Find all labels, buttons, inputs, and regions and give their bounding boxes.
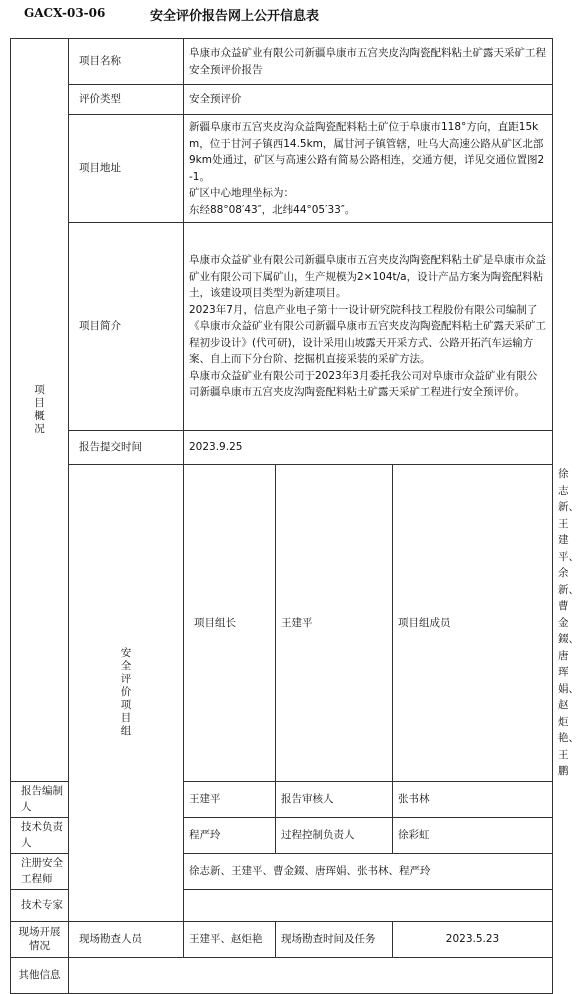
- coord-value: 东经88°08′43″，北纬44°05′33″。: [189, 203, 356, 216]
- submit-time-value: 2023.9.25: [184, 431, 553, 465]
- process-label: 过程控制负责人: [276, 817, 393, 853]
- author-value: 王建平: [184, 781, 276, 817]
- section-overview: 项目概况: [11, 39, 69, 782]
- expert-label: 技术专家: [11, 889, 69, 921]
- leader-value: 王建平: [276, 465, 393, 782]
- expert-value: [184, 889, 553, 921]
- surveyor-label: 现场勘查人员: [69, 921, 184, 957]
- document-header: [0, 0, 562, 30]
- engineers-value: 徐志新、王建平、曹金錣、唐珲娟、张书林、程严玲: [184, 853, 553, 889]
- intro-label: 项目简介: [69, 223, 184, 431]
- reviewer-value: 张书林: [393, 781, 553, 817]
- tech-lead-label: 技术负责人: [11, 817, 69, 853]
- process-value: 徐彩虹: [393, 817, 553, 853]
- section-other: 其他信息: [11, 957, 69, 993]
- survey-time-label: 现场勘查时间及任务: [276, 921, 393, 957]
- project-name-value: 阜康市众益矿业有限公司新疆阜康市五宫夹皮沟陶瓷配料粘土矿露天采矿工程安全预评价报告: [184, 39, 553, 85]
- members-label: 项目组成员: [393, 465, 553, 782]
- address-label: 项目地址: [69, 115, 184, 223]
- tech-lead-value: 程严玲: [184, 817, 276, 853]
- engineers-label: 注册安全工程师: [11, 853, 69, 889]
- intro-paragraph-2: 2023年7月，信息产业电子第十一设计研究院科技工程股份有限公司编制了《阜康市众益矿业有限公司新疆阜康市五宫夹皮沟陶瓷配料粘土矿露天采矿工程初步设计》(代可研)，设计采用山坡露天开采方式、公路开拓汽车运输方案、自上而下分台阶、挖掘机直接采装的采矿方法。: [189, 303, 546, 366]
- surveyor-value: 王建平、赵炬艳: [184, 921, 276, 957]
- project-name-label: 项目名称: [69, 39, 184, 85]
- info-table: 项目概况 项目名称 阜康市众益矿业有限公司新疆阜康市五宫夹皮沟陶瓷配料粘土矿露天采矿工程安全预评价报告 评价类型 安全预评价 项目地址 新疆阜康市五宫夹皮沟众益陶瓷配料粘土矿位于阜康市118°方向，直距15km，位于甘河子镇西14.5km，属甘河子镇管辖，吐乌大高速公路从矿区北部9km处通过，矿区与高速公路有简易公路相连，交通方便，详见交通位置图2-1。 矿区中心地理坐标为： 东经88°08′43″，北纬44°05′33″。 项目简介 阜康市众益矿业有限公司新疆阜康市五宫夹皮沟陶瓷配料粘土矿是阜康市众益矿业有限公司下属矿山，生产规模为2×104t/a，设计产品方案为陶瓷配料粘土，该建设项目类型为新建项目。 2023年7月，信息产业电子第十一设计研究院科技工程股份有限公司编制了《阜康市众益矿业有限公司新疆阜康市五宫夹皮沟陶瓷配料粘土矿露天采矿工程初步设计》(代可研)，设计采用山坡露天开采方式、公路开拓汽车运输方案、自上而下分台阶、挖掘机直接采装的采矿方法。 阜康市众益矿业有限公司于2023年3月委托我公司对阜康市众益矿业有限公司新疆阜康市五宫夹皮沟陶瓷配料粘土矿露天采矿工程进行安全预评价。 报告提交时间 2023.9.25 安全评价项目组 项目组长 王建平 项目组成员 徐志新、王建平、余新、曹金錣、唐珲娟、赵炬艳、王鹏 报告编制人 王建平 报告审核人 张书林 技术负责人 程严玲 过程控制负责人 徐彩虹 注册安全工程师 徐志新、王建平、曹金錣、唐珲娟、张书林、程严玲 技术专家 现场开展情况 现场勘查人员 王建平、赵炬艳 现场勘查时间及任务 2023.5.23 其他信息: [10, 38, 553, 994]
- eval-type-label: 评价类型: [69, 85, 184, 115]
- leader-label: 项目组长: [184, 465, 276, 782]
- reviewer-label: 报告审核人: [276, 781, 393, 817]
- submit-time-label: 报告提交时间: [69, 431, 184, 465]
- section-team: 安全评价项目组: [69, 465, 184, 922]
- eval-type-value: 安全预评价: [184, 85, 553, 115]
- form-code: GACX-03-06: [24, 6, 106, 20]
- other-value: [69, 957, 553, 993]
- coord-title: 矿区中心地理坐标为：: [189, 187, 294, 199]
- intro-value: [184, 223, 553, 431]
- intro-paragraph-3: 阜康市众益矿业有限公司于2023年3月委托我公司对阜康市众益矿业有限公司新疆阜康市五宫夹皮沟陶瓷配料粘土矿露天采矿工程进行安全预评价。: [189, 369, 538, 399]
- document-title: 安全评价报告网上公开信息表: [150, 9, 320, 24]
- author-label: 报告编制人: [11, 781, 69, 817]
- address-text: 新疆阜康市五宫夹皮沟众益陶瓷配料粘土矿位于阜康市118°方向，直距15km，位于甘河子镇西14.5km，属甘河子镇管辖，吐乌大高速公路从矿区北部9km处通过，矿区与高速公路有简易公路相连，交通方便，详见交通位置图2-1。: [189, 121, 545, 183]
- section-site: 现场开展情况: [11, 921, 69, 957]
- survey-time-value: 2023.5.23: [393, 921, 553, 957]
- intro-paragraph-1: 阜康市众益矿业有限公司新疆阜康市五宫夹皮沟陶瓷配料粘土矿是阜康市众益矿业有限公司下属矿山，生产规模为2×104t/a，设计产品方案为陶瓷配料粘土，该建设项目类型为新建项目。: [189, 254, 546, 300]
- address-value: [184, 115, 553, 223]
